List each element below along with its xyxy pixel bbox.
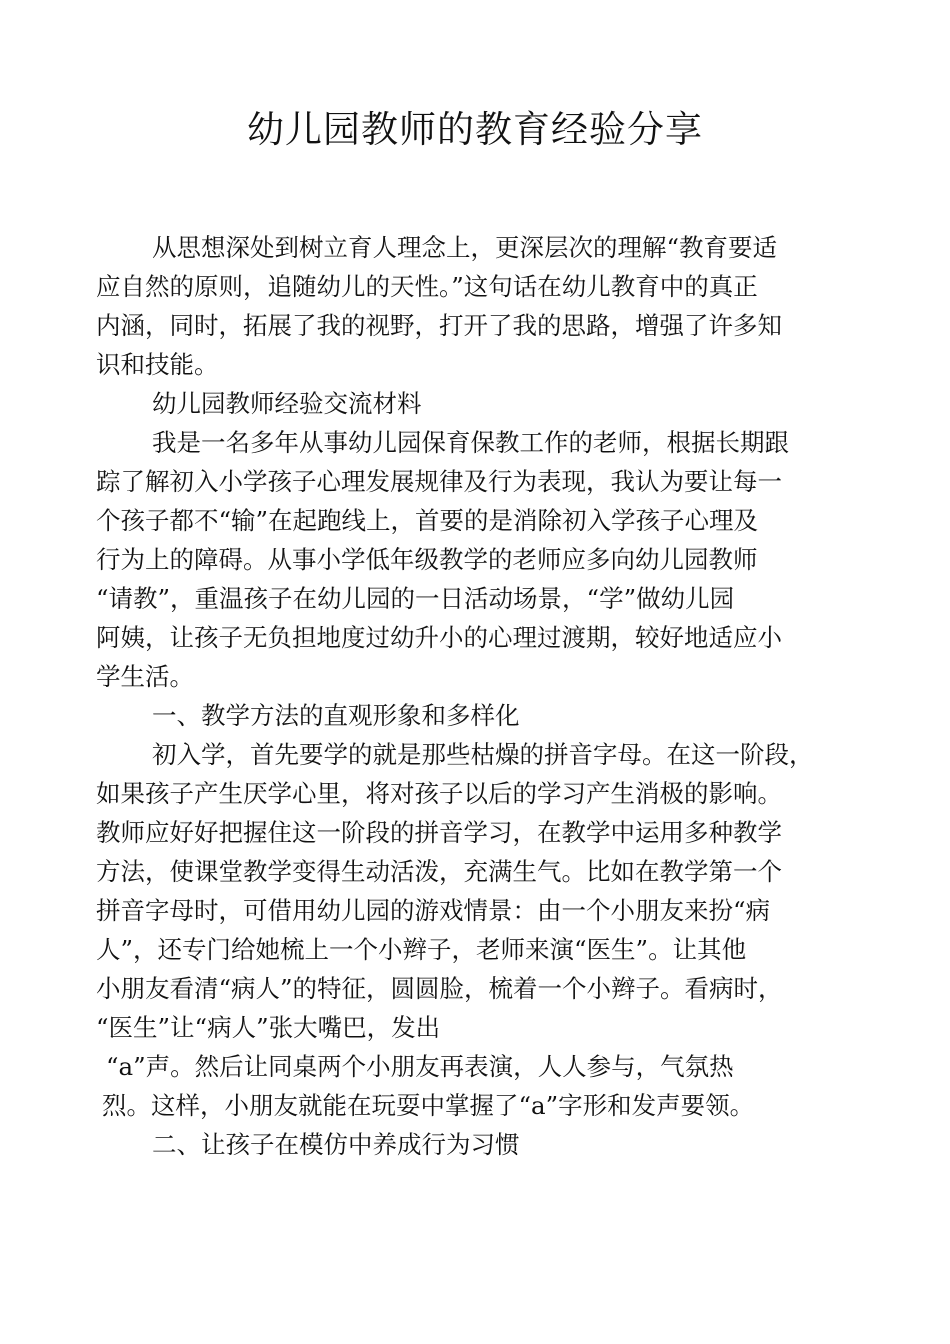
paragraph-line: 拼音字母时，可借用幼儿园的游戏情景：由一个小朋友来扮“病 [96, 896, 771, 925]
paragraph-line: “a”声。然后让同桌两个小朋友再表演，人人参与，气氛热 [106, 1052, 734, 1081]
document-title: 幼儿园教师的教育经验分享 [247, 108, 703, 151]
paragraph-line: 初入学，首先要学的就是那些枯燥的拼音字母。在这一阶段， [152, 740, 814, 769]
paragraph-line: 烈。这样，小朋友就能在玩耍中掌握了“a”字形和发声要领。 [102, 1091, 755, 1120]
paragraph-line: 踪了解初入小学孩子心理发展规律及行为表现，我认为要让每一 [96, 467, 782, 496]
paragraph-line: 学生活。 [96, 662, 194, 691]
paragraph-line: 识和技能。 [96, 350, 219, 379]
section-heading: 幼儿园教师经验交流材料 [152, 389, 422, 418]
paragraph-line: 小朋友看清“病人”的特征，圆圆脸，梳着一个小辫子。看病时， [96, 974, 783, 1003]
paragraph-line: 如果孩子产生厌学心里，将对孩子以后的学习产生消极的影响。 [96, 779, 782, 808]
paragraph-line: “医生”让“病人”张大嘴巴，发出 [96, 1013, 441, 1042]
paragraph-line: 内涵，同时，拓展了我的视野，打开了我的思路，增强了许多知 [96, 311, 782, 340]
paragraph-line: 人”，还专门给她梳上一个小辫子，老师来演“医生”。让其他 [96, 935, 747, 964]
paragraph-line: 个孩子都不“输”在起跑线上，首要的是消除初入学孩子心理及 [96, 506, 759, 535]
section-heading: 一、教学方法的直观形象和多样化 [152, 701, 520, 730]
paragraph-line: 方法，使课堂教学变得生动活泼，充满生气。比如在教学第一个 [96, 857, 782, 886]
paragraph-line: 教师应好好把握住这一阶段的拼音学习，在教学中运用多种教学 [96, 818, 782, 847]
paragraph-line: 应自然的原则，追随幼儿的天性。”这句话在幼儿教育中的真正 [96, 272, 758, 301]
paragraph-line: 行为上的障碍。从事小学低年级教学的老师应多向幼儿园教师 [96, 545, 758, 574]
paragraph-line: “请教”，重温孩子在幼儿园的一日活动场景，“学”做幼儿园 [96, 584, 735, 613]
section-heading: 二、让孩子在模仿中养成行为习惯 [152, 1130, 520, 1159]
paragraph-line: 我是一名多年从事幼儿园保育保教工作的老师，根据长期跟 [152, 428, 789, 457]
document-body [96, 228, 866, 1164]
paragraph-line: 阿姨，让孩子无负担地度过幼升小的心理过渡期，较好地适应小 [96, 623, 782, 652]
paragraph-line: 从思想深处到树立育人理念上，更深层次的理解“教育要适 [152, 233, 778, 262]
